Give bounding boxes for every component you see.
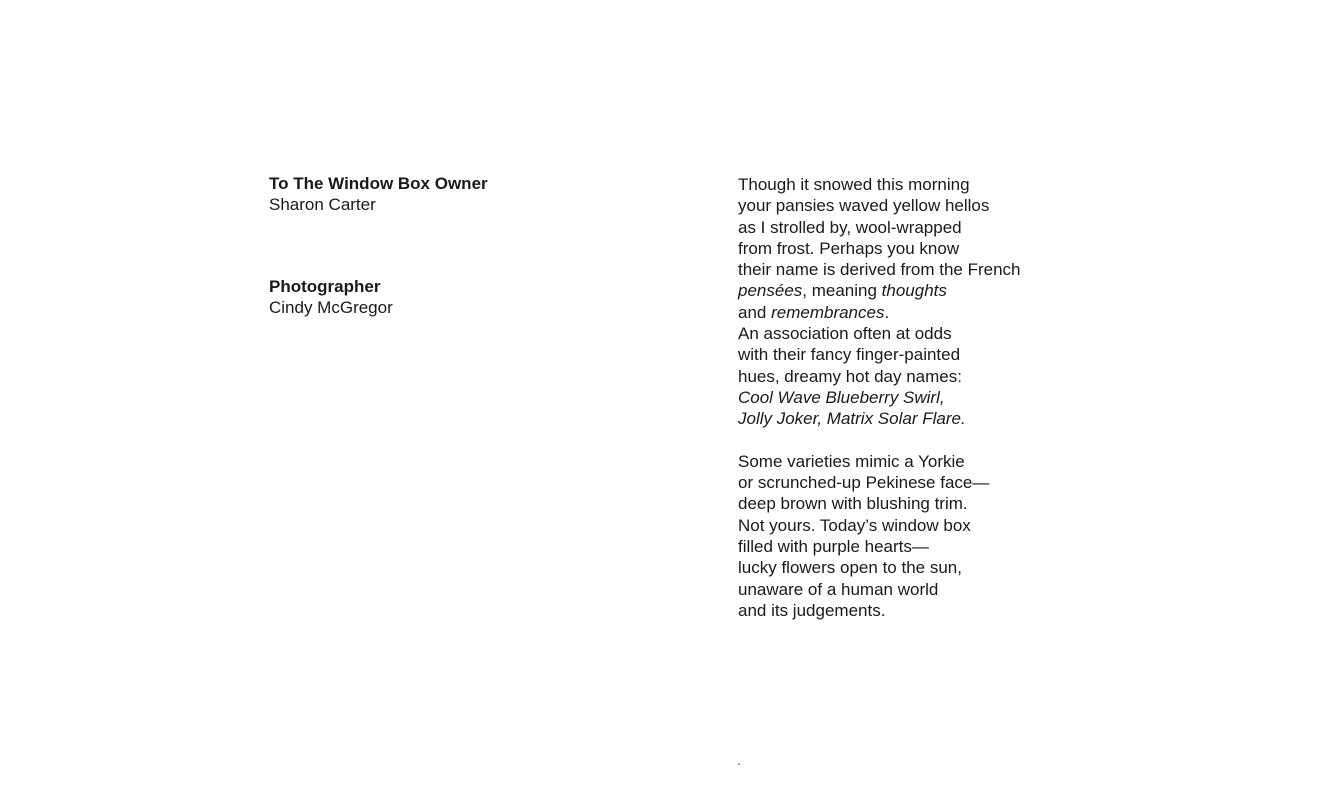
poem-line — [738, 387, 1158, 408]
italic-line: Jolly Joker, Matrix Solar Flare. — [738, 409, 966, 429]
poem-line: as I strolled by, wool-wrapped — [738, 217, 962, 237]
photographer-heading: Photographer — [269, 277, 381, 296]
poem-line — [738, 302, 1158, 323]
photographer-name: Cindy McGregor — [269, 298, 393, 317]
stanza-1 — [738, 174, 1158, 430]
line-text: , meaning — [802, 281, 882, 301]
poem-credit — [269, 173, 669, 215]
poem-line: with their fancy finger-painted — [738, 345, 961, 365]
poem-line — [738, 280, 1158, 301]
poem-line — [738, 408, 1158, 429]
line-text: . — [884, 302, 890, 322]
italic-line: Cool Wave Blueberry Swirl, — [738, 387, 945, 407]
photo-credit — [269, 276, 669, 318]
italic-word: pensées — [738, 281, 803, 301]
poem-line: or scrunched-up Pekinese face— — [738, 473, 990, 493]
poem-line: your pansies waved yellow hellos — [738, 196, 990, 216]
poem-line: deep brown with blushing trim. — [738, 494, 968, 514]
poem-body — [738, 174, 1158, 621]
italic-word: remembrances — [771, 302, 885, 322]
poem-line: their name is derived from the French — [738, 260, 1021, 280]
poem-author: Sharon Carter — [269, 195, 376, 214]
poem-title: To The Window Box Owner — [269, 174, 488, 193]
poem-line: and its judgements. — [738, 600, 886, 620]
poem-line: Some varieties mimic a Yorkie — [738, 451, 965, 471]
poem-line: hues, dreamy hot day names: — [738, 366, 962, 386]
credits — [269, 173, 669, 318]
line-text: and — [738, 302, 772, 322]
italic-word: thoughts — [881, 281, 947, 301]
poem-line: unaware of a human world — [738, 579, 939, 599]
poem-line: filled with purple hearts— — [738, 537, 929, 557]
poem-line: lucky flowers open to the sun, — [738, 558, 962, 578]
poem-line: Though it snowed this morning — [738, 175, 970, 194]
poem-line: Not yours. Today’s window box — [738, 515, 971, 535]
poem-line: from frost. Perhaps you know — [738, 238, 960, 258]
page-mark: . — [737, 752, 741, 768]
stanza-2 — [738, 451, 1158, 621]
poem-line: An association often at odds — [738, 324, 952, 344]
